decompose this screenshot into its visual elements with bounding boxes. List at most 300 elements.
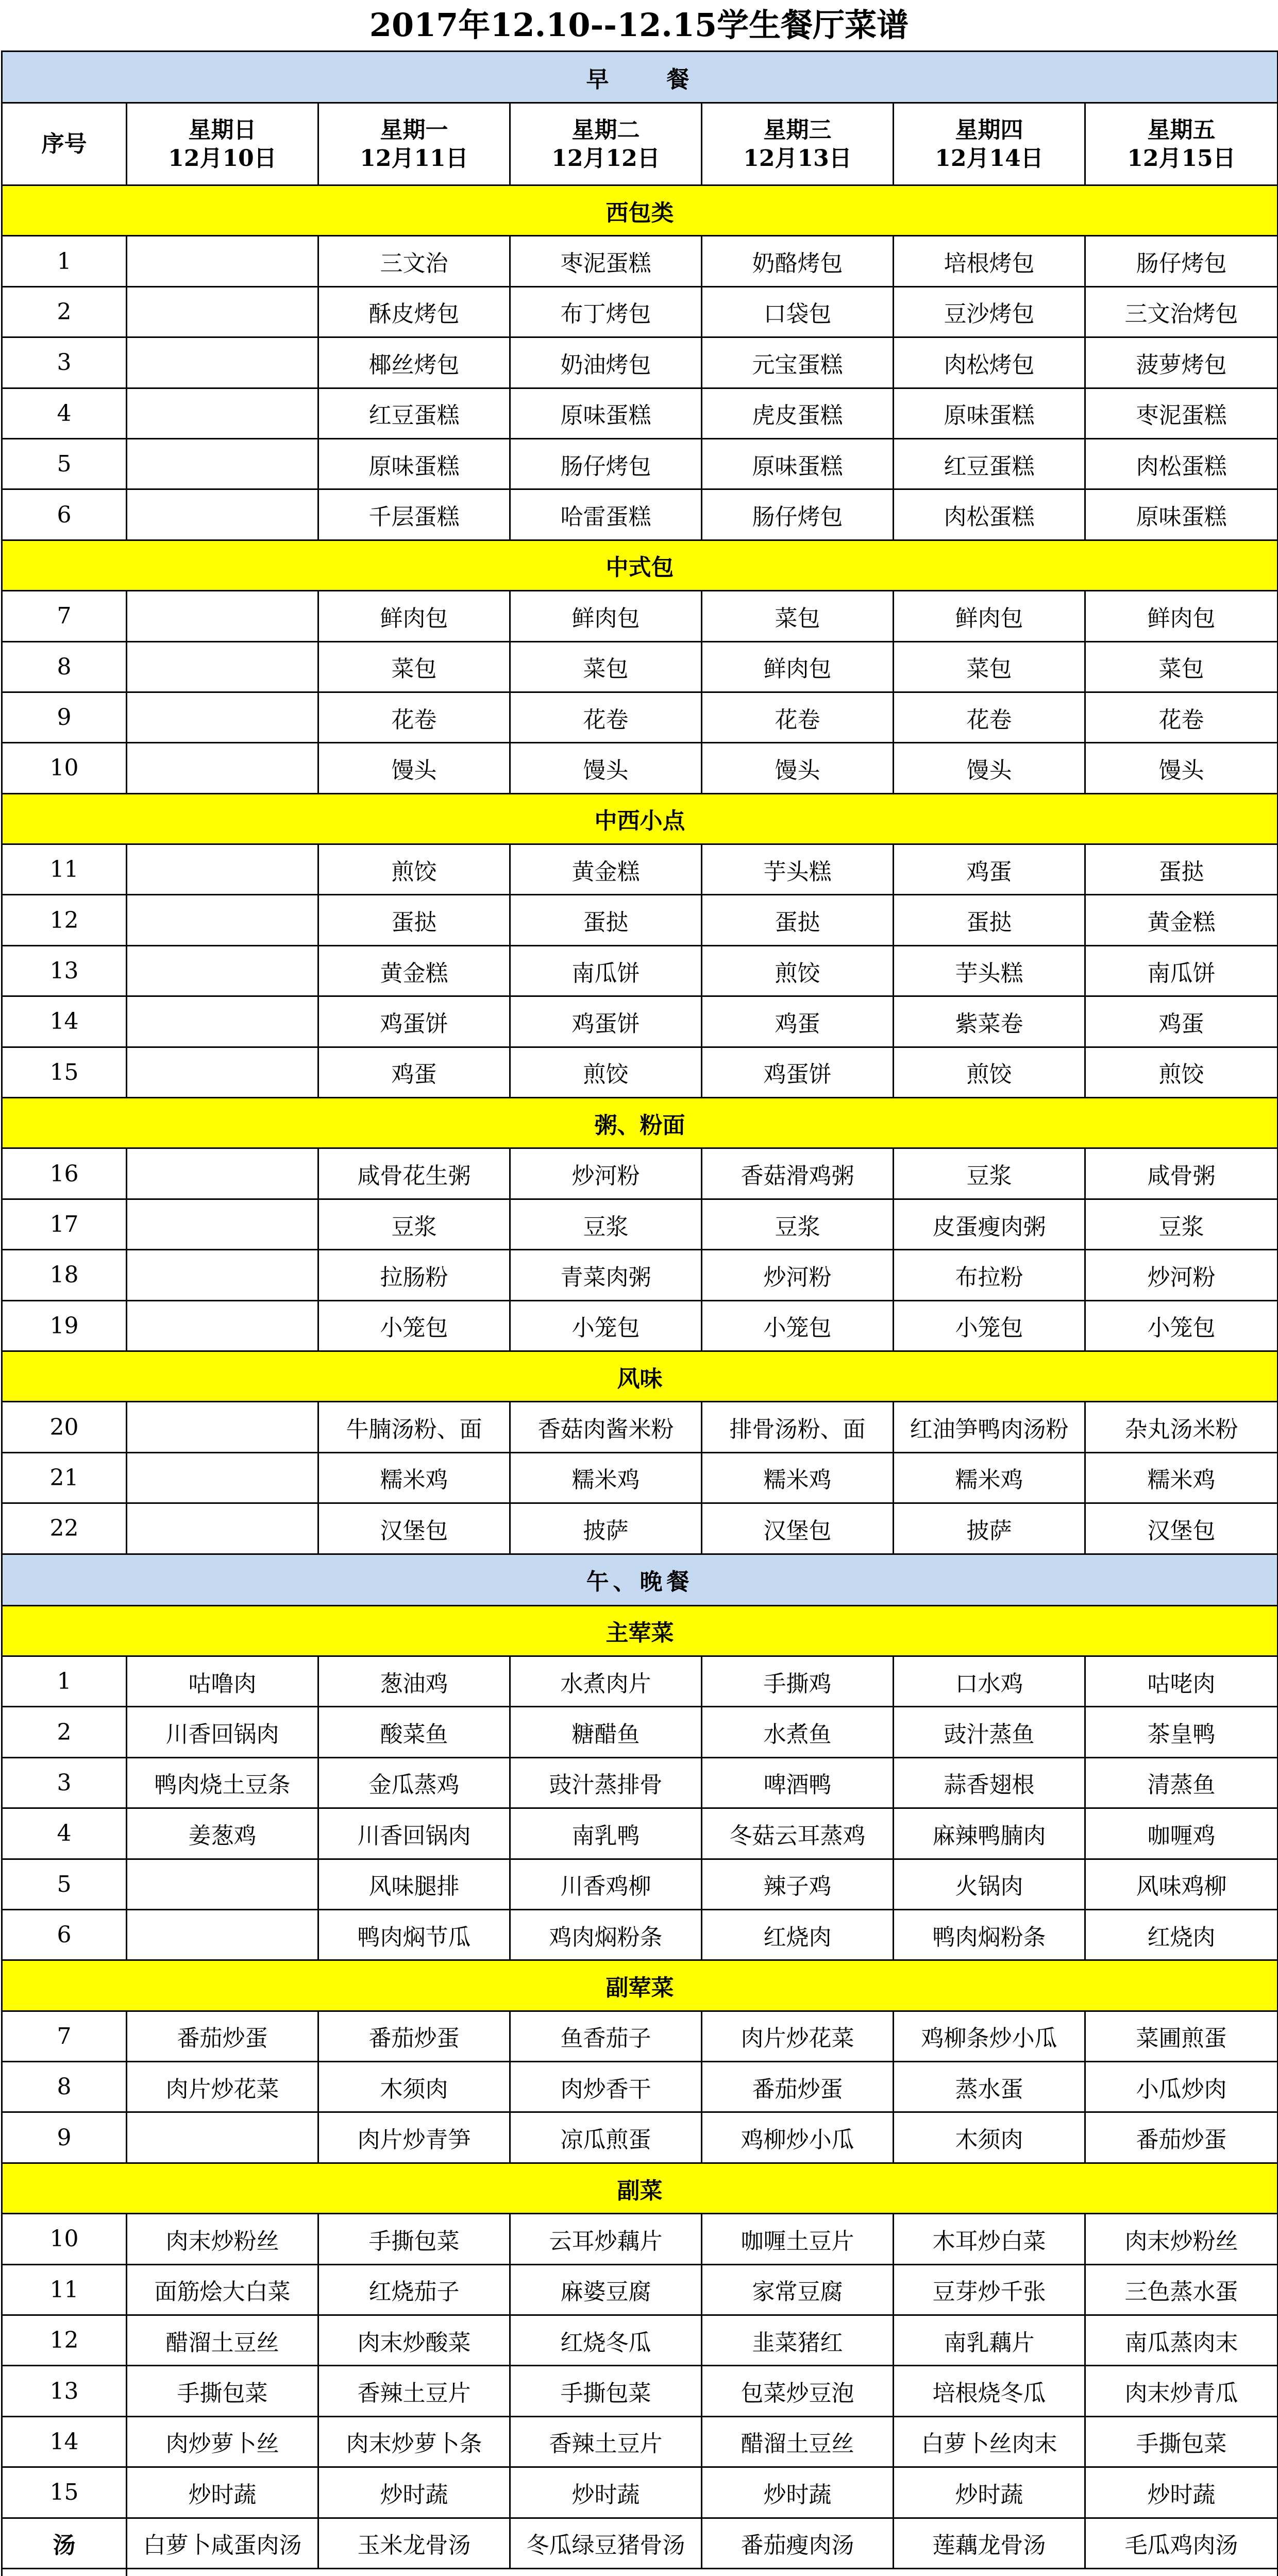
row-number: 5	[2, 1859, 127, 1909]
dish-cell: 金瓜蒸鸡	[318, 1757, 510, 1808]
dish-cell: 云耳炒藕片	[510, 2214, 702, 2264]
row-number: 1	[2, 236, 127, 286]
menu-row	[2, 1402, 1278, 1452]
dish-cell: 汉堡包	[318, 1503, 510, 1554]
dish-cell	[127, 895, 318, 945]
dish-cell: 肠仔烤包	[510, 438, 702, 489]
dish-cell: 千层蛋糕	[318, 489, 510, 540]
dish-cell: 水煮鱼	[702, 1707, 894, 1757]
dish-cell: 原味蛋糕	[1085, 489, 1278, 540]
dish-cell	[127, 1047, 318, 1097]
dish-cell: 手撕包菜	[127, 2366, 318, 2416]
menu-row	[2, 2315, 1278, 2366]
dish-cell: 炒时蔬	[894, 2467, 1085, 2518]
dish-cell: 炒时蔬	[702, 2467, 894, 2518]
dish-cell: 红豆蛋糕	[318, 388, 510, 438]
row-number: 7	[2, 591, 127, 641]
dish-cell: 豆浆	[702, 1199, 894, 1249]
menu-row	[2, 1199, 1278, 1249]
dish-cell: 蛋挞	[318, 895, 510, 945]
dish-cell: 麻辣鸭腩肉	[894, 1808, 1085, 1859]
dish-cell: 香菇肉酱米粉	[510, 1402, 702, 1452]
dish-cell: 原味蛋糕	[318, 438, 510, 489]
dish-cell: 水煮肉片	[510, 1656, 702, 1706]
dish-cell: 番茄瘦肉汤	[702, 2518, 894, 2568]
day-name: 星期日	[188, 116, 257, 143]
dish-cell: 糖醋鱼	[510, 1707, 702, 1757]
dish-cell	[127, 692, 318, 742]
dish-cell: 鸡蛋	[894, 844, 1085, 895]
dish-cell: 炒时蔬	[1085, 2467, 1278, 2518]
category-title: 主荤菜	[2, 1605, 1278, 1656]
section-title: 早 餐	[2, 52, 1278, 103]
dish-cell	[127, 1199, 318, 1249]
menu-row	[2, 1859, 1278, 1909]
row-number: 16	[2, 1148, 127, 1199]
dish-cell: 菜包	[510, 641, 702, 692]
dish-cell: 虎皮蛋糕	[702, 388, 894, 438]
soup-row	[2, 2518, 1278, 2568]
day-date: 12月10日	[168, 145, 277, 172]
dish-cell: 鸭肉烧土豆条	[127, 1757, 318, 1808]
dish-cell: 香辣土豆片	[318, 2366, 510, 2416]
dish-cell: 木耳炒白菜	[894, 2214, 1085, 2264]
dish-cell: 手撕鸡	[702, 1656, 894, 1706]
dish-cell: 咖喱鸡	[1085, 1808, 1278, 1859]
row-number: 11	[2, 2264, 127, 2315]
dish-cell: 手撕包菜	[318, 2214, 510, 2264]
row-number: 7	[2, 2011, 127, 2061]
dish-cell: 酸菜鱼	[318, 1707, 510, 1757]
day-header-row	[2, 103, 1278, 185]
category-title: 风味	[2, 1351, 1278, 1401]
row-number: 10	[2, 2214, 127, 2264]
soup-label: 汤	[2, 2518, 127, 2568]
row-number: 17	[2, 1199, 127, 1249]
menu-row	[2, 2011, 1278, 2061]
dish-cell: 肉片炒青笋	[318, 2112, 510, 2163]
dish-cell: 鸡蛋	[318, 1047, 510, 1097]
day-date: 12月14日	[935, 145, 1044, 172]
row-number: 15	[2, 1047, 127, 1097]
dish-cell: 鲜肉包	[1085, 591, 1278, 641]
row-number: 10	[2, 743, 127, 793]
dish-cell: 肉炒萝卜丝	[127, 2416, 318, 2467]
dish-cell: 姜葱鸡	[127, 1808, 318, 1859]
dish-cell: 香菇滑鸡粥	[702, 1148, 894, 1199]
dish-cell: 炒时蔬	[510, 2467, 702, 2518]
menu-row	[2, 641, 1278, 692]
dish-cell: 咸骨花生粥	[318, 1148, 510, 1199]
row-number: 9	[2, 2112, 127, 2163]
dish-cell: 豆沙烤包	[894, 286, 1085, 337]
dish-cell: 菜包	[894, 641, 1085, 692]
dish-cell: 番茄炒蛋	[702, 2062, 894, 2112]
menu-row	[2, 591, 1278, 641]
day-date: 12月11日	[360, 145, 468, 172]
dish-cell: 菜包	[318, 641, 510, 692]
row-number: 22	[2, 1503, 127, 1554]
dish-cell	[127, 945, 318, 996]
dish-cell: 莲藕龙骨汤	[894, 2518, 1085, 2568]
dish-cell: 糯米鸡	[318, 1452, 510, 1503]
dish-cell: 面筋烩大白菜	[127, 2264, 318, 2315]
dish-cell: 鸡蛋饼	[702, 1047, 894, 1097]
dish-cell: 奶酪烤包	[702, 236, 894, 286]
day-header-3	[702, 103, 894, 185]
menu-row	[2, 844, 1278, 895]
row-number: 21	[2, 1452, 127, 1503]
dish-cell: 三色蒸水蛋	[1085, 2264, 1278, 2315]
dish-cell: 炒时蔬	[318, 2467, 510, 2518]
dish-cell: 杂丸汤米粉	[1085, 1402, 1278, 1452]
dish-cell: 红油笋鸭肉汤粉	[894, 1402, 1085, 1452]
dish-cell: 南瓜饼	[1085, 945, 1278, 996]
dish-cell: 肉松蛋糕	[894, 489, 1085, 540]
dish-cell: 醋溜土豆丝	[702, 2416, 894, 2467]
dish-cell: 蛋挞	[510, 895, 702, 945]
menu-table	[1, 50, 1278, 2576]
dish-cell: 牛腩汤粉、面	[318, 1402, 510, 1452]
category-header	[2, 1605, 1278, 1656]
category-title: 西包类	[2, 185, 1278, 236]
dish-cell: 三文治	[318, 236, 510, 286]
row-number: 12	[2, 895, 127, 945]
dish-cell: 小笼包	[894, 1300, 1085, 1351]
dish-cell: 馒头	[1085, 743, 1278, 793]
dish-cell: 煎饺	[1085, 1047, 1278, 1097]
dish-cell: 辣子鸡	[702, 1859, 894, 1909]
dish-cell	[127, 286, 318, 337]
dish-cell: 番茄炒蛋	[318, 2011, 510, 2061]
dish-cell: 椰丝烤包	[318, 337, 510, 388]
dish-cell: 花卷	[318, 692, 510, 742]
category-header	[2, 1351, 1278, 1401]
dish-cell: 肠仔烤包	[702, 489, 894, 540]
dish-cell: 小笼包	[510, 1300, 702, 1351]
dish-cell: 川香鸡柳	[510, 1859, 702, 1909]
row-number: 2	[2, 1707, 127, 1757]
menu-row	[2, 489, 1278, 540]
menu-row	[2, 1757, 1278, 1808]
day-header-4	[894, 103, 1085, 185]
dish-cell: 花卷	[510, 692, 702, 742]
menu-row	[2, 692, 1278, 742]
dish-cell: 花卷	[1085, 692, 1278, 742]
dish-cell: 蛋挞	[894, 895, 1085, 945]
row-number: 20	[2, 1402, 127, 1452]
menu-row	[2, 1656, 1278, 1706]
menu-row	[2, 945, 1278, 996]
row-number: 1	[2, 1656, 127, 1706]
stew-label	[2, 2568, 127, 2576]
dish-cell: 酥皮烤包	[318, 286, 510, 337]
dish-cell: 咸骨粥	[1085, 1148, 1278, 1199]
row-number: 13	[2, 945, 127, 996]
day-date: 12月13日	[743, 145, 852, 172]
dish-cell: 炒河粉	[510, 1148, 702, 1199]
dish-cell: 馒头	[702, 743, 894, 793]
dish-cell: 蒸水蛋	[894, 2062, 1085, 2112]
dish-cell: 小瓜炒肉	[1085, 2062, 1278, 2112]
menu-row	[2, 286, 1278, 337]
dish-cell: 木须肉	[894, 2112, 1085, 2163]
dish-cell: 哈雷蛋糕	[510, 489, 702, 540]
dish-cell: 豉汁蒸鱼	[894, 1707, 1085, 1757]
menu-row	[2, 1452, 1278, 1503]
dish-cell: 花卷	[702, 692, 894, 742]
dish-cell	[127, 388, 318, 438]
dish-cell: 煎饺	[510, 1047, 702, 1097]
menu-row	[2, 1300, 1278, 1351]
day-header-1	[318, 103, 510, 185]
category-header	[2, 793, 1278, 844]
dish-cell: 炒河粉	[1085, 1250, 1278, 1300]
day-header-0	[127, 103, 318, 185]
dish-cell: 白萝卜丝肉末	[894, 2416, 1085, 2467]
dish-cell: 馒头	[318, 743, 510, 793]
dish-cell	[127, 591, 318, 641]
dish-cell: 啤酒鸭	[702, 1757, 894, 1808]
dish-cell: 麻婆豆腐	[510, 2264, 702, 2315]
dish-cell: 小笼包	[1085, 1300, 1278, 1351]
menu-row	[2, 1503, 1278, 1554]
dish-cell	[127, 1503, 318, 1554]
dish-cell: 鸡柳炒小瓜	[702, 2112, 894, 2163]
dish-cell: 鸡柳条炒小瓜	[894, 2011, 1085, 2061]
menu-row	[2, 2366, 1278, 2416]
dish-cell: 豆浆	[510, 1199, 702, 1249]
menu-row	[2, 236, 1278, 286]
dish-cell	[127, 1148, 318, 1199]
dish-cell: 菜包	[702, 591, 894, 641]
row-number: 12	[2, 2315, 127, 2366]
dish-cell: 汉堡包	[702, 1503, 894, 1554]
dish-cell: 布丁烤包	[510, 286, 702, 337]
dish-cell: 炒时蔬	[127, 2467, 318, 2518]
dish-cell: 南瓜蒸肉末	[1085, 2315, 1278, 2366]
dish-cell: 蛋挞	[1085, 844, 1278, 895]
dish-cell: 奶油烤包	[510, 337, 702, 388]
menu-row	[2, 438, 1278, 489]
dish-cell: 糯米鸡	[510, 1452, 702, 1503]
row-number: 14	[2, 2416, 127, 2467]
dish-cell: 豉汁蒸排骨	[510, 1757, 702, 1808]
dish-cell	[127, 1300, 318, 1351]
page-title: 2017年12.10--12.15学生餐厅菜谱	[369, 6, 909, 44]
dish-cell: 紫菜卷	[894, 996, 1085, 1047]
dish-cell: 肉末炒萝卜条	[318, 2416, 510, 2467]
dish-cell: 肉末炒粉丝	[1085, 2214, 1278, 2264]
row-number: 6	[2, 1909, 127, 1960]
category-title: 粥、粉面	[2, 1098, 1278, 1148]
dish-cell: 白萝卜咸蛋肉汤	[127, 2518, 318, 2568]
dish-cell: 花卷	[894, 692, 1085, 742]
dish-cell: 包菜炒豆泡	[702, 2366, 894, 2416]
dish-cell: 蛋挞	[702, 895, 894, 945]
menu-row	[2, 1148, 1278, 1199]
dish-cell: 南乳鸭	[510, 1808, 702, 1859]
dish-cell: 鸡蛋	[1085, 996, 1278, 1047]
dish-cell: 肉松蛋糕	[1085, 438, 1278, 489]
dish-cell: 皮蛋瘦肉粥	[894, 1199, 1085, 1249]
dish-cell	[127, 337, 318, 388]
dish-cell: 培根烤包	[894, 236, 1085, 286]
dish-cell: 鸡蛋饼	[510, 996, 702, 1047]
dish-cell: 枣泥蛋糕	[510, 236, 702, 286]
section-header-breakfast	[2, 52, 1278, 103]
menu-row	[2, 1047, 1278, 1097]
dish-cell	[127, 489, 318, 540]
dish-cell	[127, 1250, 318, 1300]
dish-cell: 南瓜饼	[510, 945, 702, 996]
dish-cell: 菜圃煎蛋	[1085, 2011, 1278, 2061]
dish-cell: 原味蛋糕	[702, 438, 894, 489]
dish-cell	[127, 1859, 318, 1909]
dish-cell	[127, 844, 318, 895]
category-title: 副荤菜	[2, 1960, 1278, 2011]
dish-cell: 清蒸鱼	[1085, 1757, 1278, 1808]
day-name: 星期二	[571, 116, 640, 143]
dish-cell: 口袋包	[702, 286, 894, 337]
dish-cell	[127, 438, 318, 489]
row-number: 5	[2, 438, 127, 489]
menu-row	[2, 1909, 1278, 1960]
dish-cell: 小笼包	[318, 1300, 510, 1351]
dish-cell: 手撕包菜	[1085, 2416, 1278, 2467]
dish-cell	[127, 1452, 318, 1503]
dish-cell	[127, 1402, 318, 1452]
dish-cell: 枣泥蛋糕	[1085, 388, 1278, 438]
dish-cell: 鱼香茄子	[510, 2011, 702, 2061]
menu-row	[2, 2062, 1278, 2112]
dish-cell: 肠仔烤包	[1085, 236, 1278, 286]
dish-cell: 鸭肉焖节瓜	[318, 1909, 510, 1960]
dish-cell: 黄金糕	[1085, 895, 1278, 945]
dish-cell: 川香回锅肉	[318, 1808, 510, 1859]
row-number: 11	[2, 844, 127, 895]
dish-cell: 红烧肉	[1085, 1909, 1278, 1960]
dish-cell: 香辣土豆片	[510, 2416, 702, 2467]
row-number: 6	[2, 489, 127, 540]
menu-row	[2, 2467, 1278, 2518]
dish-cell: 炒河粉	[702, 1250, 894, 1300]
dish-cell: 鲜肉包	[318, 591, 510, 641]
dish-cell: 鸡蛋	[702, 996, 894, 1047]
dish-cell: 口水鸡	[894, 1656, 1085, 1706]
menu-row	[2, 2416, 1278, 2467]
row-number: 14	[2, 996, 127, 1047]
dish-cell: 肉末炒粉丝	[127, 2214, 318, 2264]
row-number: 13	[2, 2366, 127, 2416]
dish-cell: 三文治烤包	[1085, 286, 1278, 337]
dish-cell: 咖喱土豆片	[702, 2214, 894, 2264]
dish-cell: 布拉粉	[894, 1250, 1085, 1300]
dish-cell: 葱油鸡	[318, 1656, 510, 1706]
dish-cell: 凉瓜煎蛋	[510, 2112, 702, 2163]
dish-cell: 肉末炒青瓜	[1085, 2366, 1278, 2416]
row-number: 18	[2, 1250, 127, 1300]
dish-cell: 豆浆	[1085, 1199, 1278, 1249]
seq-header: 序号	[2, 103, 127, 185]
row-number: 19	[2, 1300, 127, 1351]
dish-cell: 风味腿排	[318, 1859, 510, 1909]
dish-cell: 醋溜土豆丝	[127, 2315, 318, 2366]
dish-cell: 手撕包菜	[510, 2366, 702, 2416]
menu-row	[2, 1250, 1278, 1300]
dish-cell: 芋头糕	[702, 844, 894, 895]
dish-cell: 茶皇鸭	[1085, 1707, 1278, 1757]
section-header-lunch	[2, 1554, 1278, 1605]
row-number: 4	[2, 1808, 127, 1859]
dish-cell: 黄金糕	[510, 844, 702, 895]
category-header	[2, 185, 1278, 236]
menu-row	[2, 337, 1278, 388]
day-name: 星期三	[763, 116, 832, 143]
dish-cell: 肉松烤包	[894, 337, 1085, 388]
dish-cell: 红豆蛋糕	[894, 438, 1085, 489]
dish-cell	[127, 996, 318, 1047]
dish-cell: 家常豆腐	[702, 2264, 894, 2315]
day-name: 星期五	[1147, 116, 1216, 143]
dish-cell: 鲜肉包	[702, 641, 894, 692]
dish-cell: 糯米鸡	[702, 1452, 894, 1503]
dish-cell: 豆芽炒千张	[894, 2264, 1085, 2315]
category-header	[2, 1960, 1278, 2011]
dish-cell: 冬瓜绿豆猪骨汤	[510, 2518, 702, 2568]
dish-cell: 川香回锅肉	[127, 1707, 318, 1757]
day-name: 星期一	[380, 116, 448, 143]
dish-cell: 披萨	[510, 1503, 702, 1554]
dish-cell: 咕咾肉	[1085, 1656, 1278, 1706]
dish-cell: 肉炒香干	[510, 2062, 702, 2112]
stew-row	[2, 2568, 1278, 2576]
dish-cell: 馒头	[894, 743, 1085, 793]
day-date: 12月12日	[551, 145, 660, 172]
row-number: 3	[2, 1757, 127, 1808]
dish-cell: 拉肠粉	[318, 1250, 510, 1300]
dish-cell: 红烧冬瓜	[510, 2315, 702, 2366]
dish-cell: 原味蛋糕	[510, 388, 702, 438]
row-number: 2	[2, 286, 127, 337]
row-number: 9	[2, 692, 127, 742]
dish-cell: 煎饺	[702, 945, 894, 996]
dish-cell: 元宝蛋糕	[702, 337, 894, 388]
dish-cell	[127, 1909, 318, 1960]
dish-cell: 煎饺	[318, 844, 510, 895]
dish-cell: 豆浆	[318, 1199, 510, 1249]
dish-cell: 排骨汤粉、面	[702, 1402, 894, 1452]
menu-row	[2, 2112, 1278, 2163]
dish-cell: 小笼包	[702, 1300, 894, 1351]
dish-cell	[127, 236, 318, 286]
dish-cell: 菠萝烤包	[1085, 337, 1278, 388]
menu-row	[2, 1808, 1278, 1859]
row-number: 3	[2, 337, 127, 388]
category-title: 副菜	[2, 2163, 1278, 2213]
dish-cell: 火锅肉	[894, 1859, 1085, 1909]
dish-cell: 冬菇云耳蒸鸡	[702, 1808, 894, 1859]
dish-cell: 芋头糕	[894, 945, 1085, 996]
dish-cell: 红烧茄子	[318, 2264, 510, 2315]
dish-cell: 鲜肉包	[894, 591, 1085, 641]
dish-cell: 肉末炒酸菜	[318, 2315, 510, 2366]
dish-cell: 鸡蛋饼	[318, 996, 510, 1047]
dish-cell: 鸡肉焖粉条	[510, 1909, 702, 1960]
dish-cell: 煎饺	[894, 1047, 1085, 1097]
dish-cell: 鸭肉焖粉条	[894, 1909, 1085, 1960]
dish-cell	[127, 743, 318, 793]
